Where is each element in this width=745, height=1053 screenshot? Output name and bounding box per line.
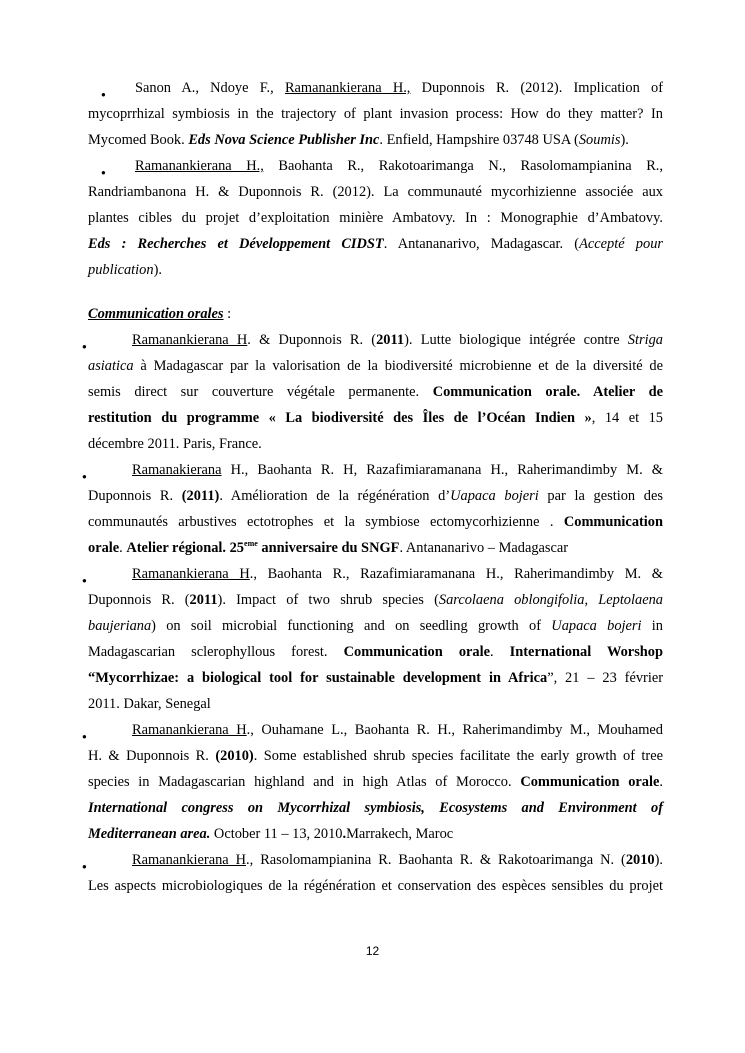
reference-line: Mycomed Book. Eds Nova Science Publisher Inc. Enfield, Hampshire 03748 USA (Soumis). <box>88 132 629 148</box>
communication-item <box>88 561 663 717</box>
reference-line: Eds : Recherches et Développement CIDST. Antananarivo, Madagascar. (Accepté pour <box>88 236 663 252</box>
communication-item <box>88 717 663 847</box>
communication-line: Mediterranean area. October 11 – 13, 2010.Marrakech, Maroc <box>88 826 454 842</box>
communication-line: Ramanankierana H., Baohanta R., Razafimiaramanana H., Raherimandimby M. & <box>132 566 663 582</box>
communication-line: communautés arbustives ectotrophes et la symbiose ectomycorhizienne . Communication <box>88 514 663 530</box>
communication-line: restitution du programme « La biodiversité des Îles de l’Océan Indien », 14 et 15 <box>88 410 664 426</box>
reference-line: publication). <box>88 262 162 278</box>
communication-line: “Mycorrhizae: a biological tool for sustainable development in Africa”, 21 – 23 février <box>88 670 663 686</box>
reference-line: plantes cibles du projet d’exploitation minière Ambatovy. In : Monographie d’Ambatovy. <box>88 210 663 226</box>
communication-line: décembre 2011. Paris, France. <box>88 436 262 452</box>
communication-line: Ramanankierana H. & Duponnois R. (2011). Lutte biologique intégrée contre Striga <box>132 332 663 348</box>
communication-line: International congress on Mycorrhizal symbiosis, Ecosystems and Environment of <box>88 800 663 816</box>
communication-item <box>88 457 663 561</box>
communication-line: Les aspects microbiologiques de la régénération et conservation des espèces sensibles du projet <box>88 878 663 894</box>
communication-line: 2011. Dakar, Senegal <box>88 696 211 712</box>
communication-line: Ramanankierana H., Rasolomampianina R. Baohanta R. & Rakotoarimanga N. (2010). <box>132 852 663 868</box>
communication-line: Madagascarian sclerophyllous forest. Communication orale. International Worshop <box>88 644 663 660</box>
section-title: Communication orales : <box>88 306 232 322</box>
communication-line: semis direct sur couverture végétale permanente. Communication orale. Atelier de <box>88 384 664 400</box>
communication-item <box>88 327 663 457</box>
communication-line: orale. Atelier régional. 25eme anniversaire du SNGF. Antananarivo – Madagascar <box>88 539 569 556</box>
reference-line: Randriambanona H. & Duponnois R. (2012). La communauté mycorhizienne associée aux <box>88 184 663 200</box>
document-page <box>88 75 663 899</box>
reference-line: Sanon A., Ndoye F., Ramanankierana H., Duponnois R. (2012). Implication of <box>135 80 663 96</box>
communication-line: Ramanakierana H., Baohanta R. H, Razafimiaramanana H., Raherimandimby M. & <box>132 462 663 478</box>
communication-line: asiatica à Madagascar par la valorisation de la biodiversité microbienne et de la diversité de <box>88 358 663 374</box>
reference-line: Ramanankierana H., Baohanta R., Rakotoarimanga N., Rasolomampianina R., <box>135 158 663 174</box>
communication-item <box>88 847 663 899</box>
page-number: 12 <box>365 944 380 958</box>
communication-line: baujeriana) on soil microbial functioning and on seedling growth of Uapaca bojeri in <box>88 618 663 634</box>
reference-item <box>88 75 663 153</box>
communication-line: Duponnois R. (2011). Amélioration de la régénération d’Uapaca bojeri par la gestion des <box>88 488 663 504</box>
communication-line: H. & Duponnois R. (2010). Some established shrub species facilitate the early growth of tree <box>88 748 663 764</box>
communication-line: Ramanankierana H., Ouhamane L., Baohanta R. H., Raherimandimby M., Mouhamed <box>132 722 663 738</box>
reference-line: mycoprrhizal symbiosis in the trajectory of plant invasion process: How do they matter? In <box>88 106 663 122</box>
communication-line: species in Madagascarian highland and in high Atlas of Morocco. Communication orale. <box>88 774 664 790</box>
communication-line: Duponnois R. (2011). Impact of two shrub species (Sarcolaena oblongifolia, Leptolaena <box>88 592 663 608</box>
reference-item <box>88 153 663 283</box>
